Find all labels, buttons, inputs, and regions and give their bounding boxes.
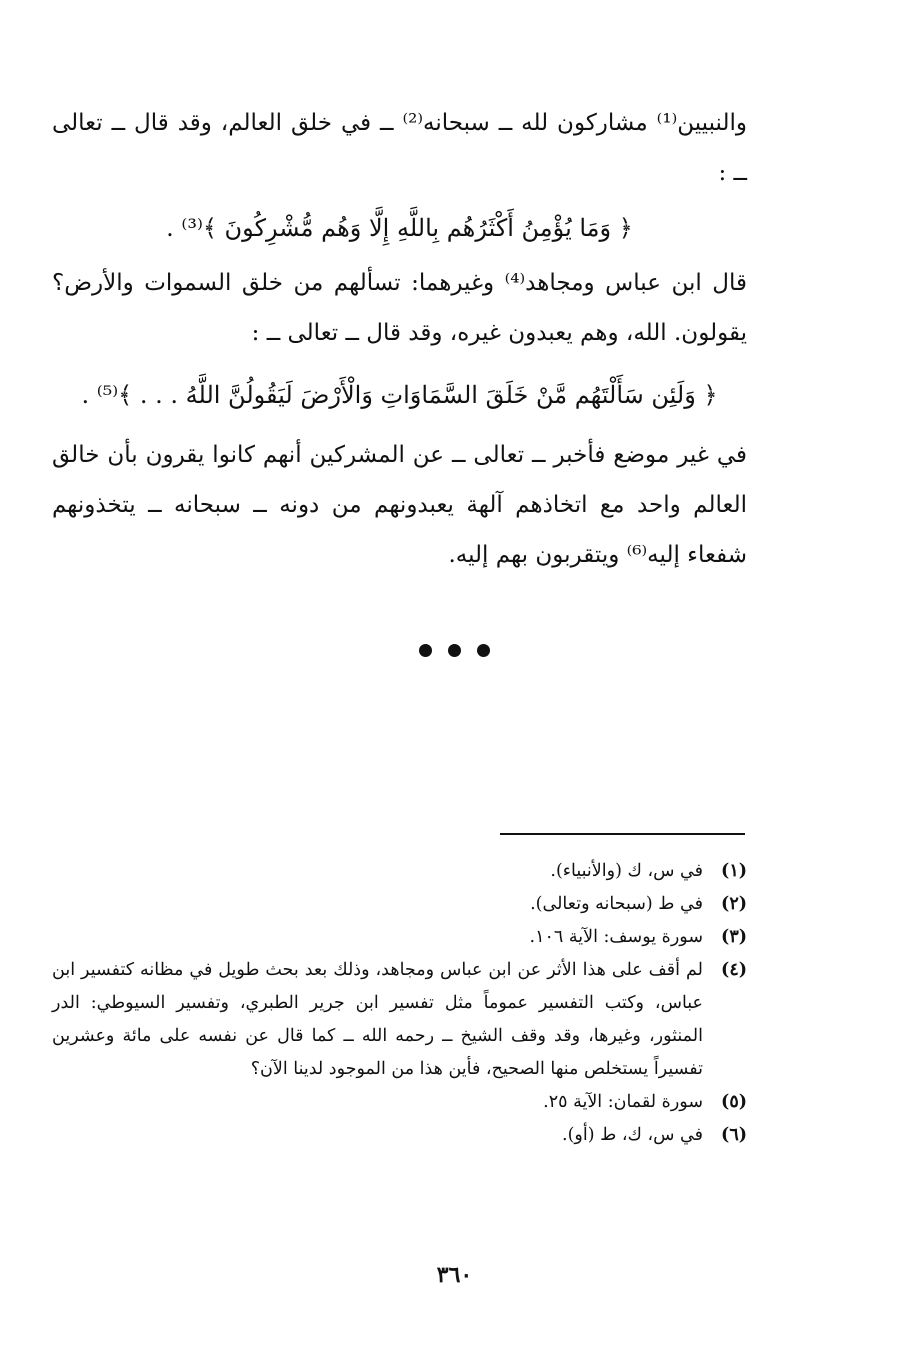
footnotes xyxy=(52,855,747,1152)
section-separator xyxy=(0,632,909,668)
footnote-divider xyxy=(500,833,745,835)
ornament-dot xyxy=(448,644,461,657)
quran-verse-2: ﴿ وَلَئِن سَأَلْتَهُم مَّنْ خَلَقَ السَّمَاوَاتِ وَالْأَرْضَ لَيَقُولُنَّ اللَّهُ . . . ﴾⁽⁵⁾ . xyxy=(81,381,718,409)
footnote-item xyxy=(52,954,747,1086)
paragraph-1 xyxy=(52,98,747,198)
paragraph-text: والنبيين⁽¹⁾ مشاركون لله ــ سبحانه⁽²⁾ ــ في خلق العالم، وقد قال ــ تعالى ــ : xyxy=(52,110,747,186)
ornament-dot xyxy=(419,644,432,657)
paragraph-text: في غير موضع فأخبر ــ تعالى ــ عن المشركين أنهم كانوا يقرون بأن خالق العالم واحد مع اتخاذهم آلهة يعبدونهم من دونه ــ سبحانه ــ يتخذونهم شفعاء إليه⁽⁶⁾ ويتقربون بهم إليه. xyxy=(52,442,747,568)
footnote-item xyxy=(52,1119,747,1152)
footnote-number: (١) xyxy=(721,861,747,881)
footnote-text: في ط (سبحانه وتعالى). xyxy=(530,894,703,914)
paragraph-text: قال ابن عباس ومجاهد⁽⁴⁾ وغيرهما: تسألهم من خلق السموات والأرض؟ يقولون. الله، وهم يعبدون غيره، وقد قال ــ تعالى ــ : xyxy=(52,270,747,346)
footnote-text: سورة لقمان: الآية ٢٥. xyxy=(543,1092,703,1112)
quran-verse-1: ﴿ وَمَا يُؤْمِنُ أَكْثَرُهُم بِاللَّهِ إِلَّا وَهُم مُّشْرِكُونَ ﴾⁽³⁾ . xyxy=(166,214,633,242)
footnote-number: (٤) xyxy=(721,960,747,980)
footnote-item xyxy=(52,1086,747,1119)
ornament-dot xyxy=(477,644,490,657)
page-number: ٣٦٠ xyxy=(436,1262,473,1288)
footnote-text: في س، ك (والأنبياء). xyxy=(550,861,703,881)
footnote-number: (٦) xyxy=(721,1125,747,1145)
footnote-item xyxy=(52,855,747,888)
footnote-text: لم أقف على هذا الأثر عن ابن عباس ومجاهد، وذلك بعد بحث طويل في مظانه كتفسير ابن عباس، وكتب التفسير عموماً مثل تفسير ابن جرير الطبري، وتفسير السيوطي: الدر المنثور، وغيرها، وقد وقف الشيخ ــ رحمه الله ــ كما قال عن نفسه على مائة وعشرين تفسيراً يستخلص منها الصحيح، فأين هذا من الموجود لدينا الآن؟ xyxy=(52,960,703,1079)
footnote-item xyxy=(52,888,747,921)
footnote-item xyxy=(52,921,747,954)
footnote-number: (٢) xyxy=(721,894,747,914)
footnote-text: في س، ك، ط (أو). xyxy=(562,1125,703,1145)
footnote-number: (٣) xyxy=(721,927,747,947)
paragraph-3 xyxy=(52,430,747,580)
footnote-text: سورة يوسف: الآية ١٠٦. xyxy=(529,927,703,947)
paragraph-2 xyxy=(52,258,747,358)
footnote-number: (٥) xyxy=(721,1092,747,1112)
